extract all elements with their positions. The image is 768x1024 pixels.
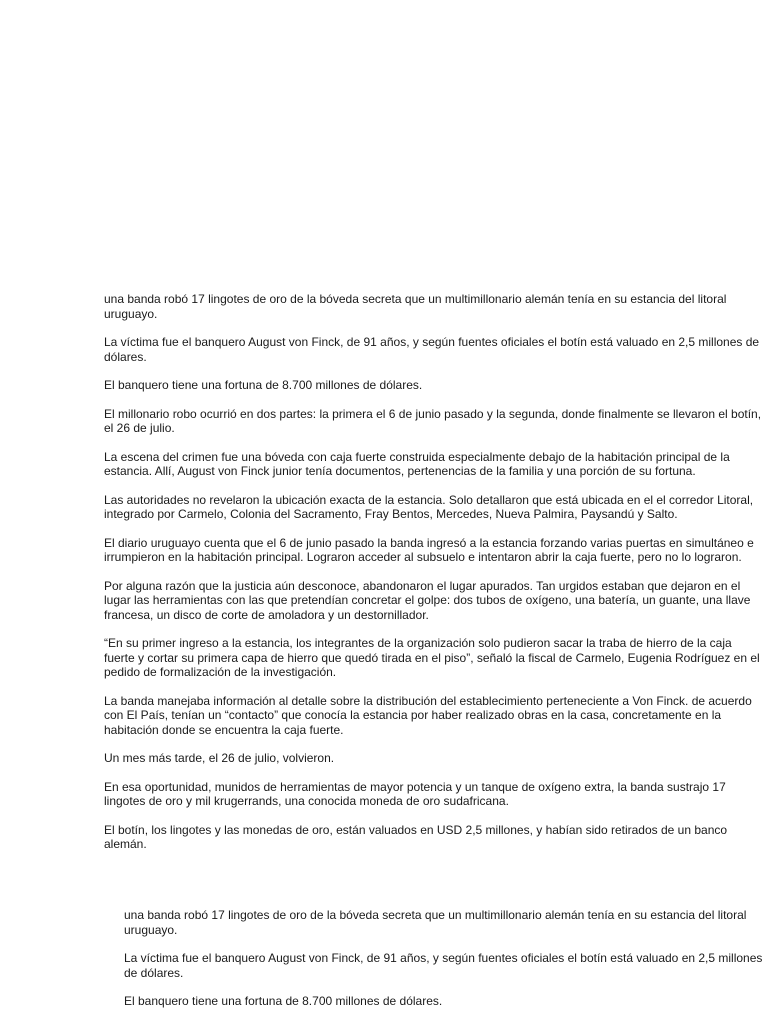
article-paragraph: En esa oportunidad, munidos de herramientas de mayor potencia y un tanque de oxígeno extra, la banda sustrajo 17 lingotes de oro y mil krugerrands, una conocida moneda de oro sudafricana. <box>104 779 726 808</box>
article-paragraph: El millonario robo ocurrió en dos partes: la primera el 6 de junio pasado y la segunda, donde finalmente se llevaron el botín, el 26 de julio. <box>104 406 762 435</box>
article-paragraph: Un mes más tarde, el 26 de julio, volvieron. <box>104 751 335 765</box>
excerpt-paragraph: El banquero tiene una fortuna de 8.700 millones de dólares. <box>124 994 443 1008</box>
article-paragraph: Las autoridades no revelaron la ubicación exacta de la estancia. Solo detallaron que está ubicada en el el corredor Litoral, integrado por Carmelo, Colonia del Sacramento, Fray Bentos, Mercedes, Nueva Palmira, Paysandú y Salto. <box>104 492 754 521</box>
article-body <box>104 292 764 866</box>
article-paragraph: El botín, los lingotes y las monedas de oro, están valuados en USD 2,5 millones, y habían sido retirados de un banco alemán. <box>104 822 728 851</box>
repeated-excerpt <box>124 908 764 1023</box>
article-paragraph: “En su primer ingreso a la estancia, los integrantes de la organización solo pudieron sacar la traba de hierro de la caja fuerte y cortar su primera capa de hierro que quedó tirada en el piso”, señaló la fiscal de Carmelo, Eugenia Rodríguez en el pedido de formalización de la investigación. <box>104 636 760 679</box>
article-paragraph: El diario uruguayo cuenta que el 6 de junio pasado la banda ingresó a la estancia forzando varias puertas en simultáneo e irrumpieron en la habitación principal. Lograron acceder al subsuelo e intentaron abrir la caja fuerte, pero no lo lograron. <box>104 535 754 564</box>
excerpt-paragraph: una banda robó 17 lingotes de oro de la bóveda secreta que un multimillonario alemán tenía en su estancia del litoral uruguayo. <box>124 908 747 937</box>
article-paragraph: La banda manejaba información al detalle sobre la distribución del establecimiento perteneciente a Von Finck. de acuerdo con El País, tenían un “contacto” que conocía la estancia por haber realizado obras en la casa, concretamente en la habitación donde se encuentra la caja fuerte. <box>104 693 752 737</box>
excerpt-paragraph: La víctima fue el banquero August von Finck, de 91 años, y según fuentes oficiales el botín está valuado en 2,5 millones de dólares. <box>124 951 763 980</box>
article-paragraph: El banquero tiene una fortuna de 8.700 millones de dólares. <box>104 378 423 392</box>
article-paragraph: La escena del crimen fue una bóveda con caja fuerte construida especialmente debajo de la habitación principal de la estancia. Allí, August von Finck junior tenía documentos, pertenencias de la familia y una porción de su fortuna. <box>104 449 730 478</box>
article-paragraph: La víctima fue el banquero August von Finck, de 91 años, y según fuentes oficiales el botín está valuado en 2,5 millones de dólares. <box>104 335 760 364</box>
article-paragraph: una banda robó 17 lingotes de oro de la bóveda secreta que un multimillonario alemán tenía en su estancia del litoral uruguayo. <box>104 292 727 321</box>
article-paragraph: Por alguna razón que la justicia aún desconoce, abandonaron el lugar apurados. Tan urgidos estaban que dejaron en el lugar las herramientas con las que pretendían concretar el golpe: dos tubos de oxígeno, una batería, un guante, una llave francesa, un disco de corte de amoladora y un destornillador. <box>104 578 751 622</box>
